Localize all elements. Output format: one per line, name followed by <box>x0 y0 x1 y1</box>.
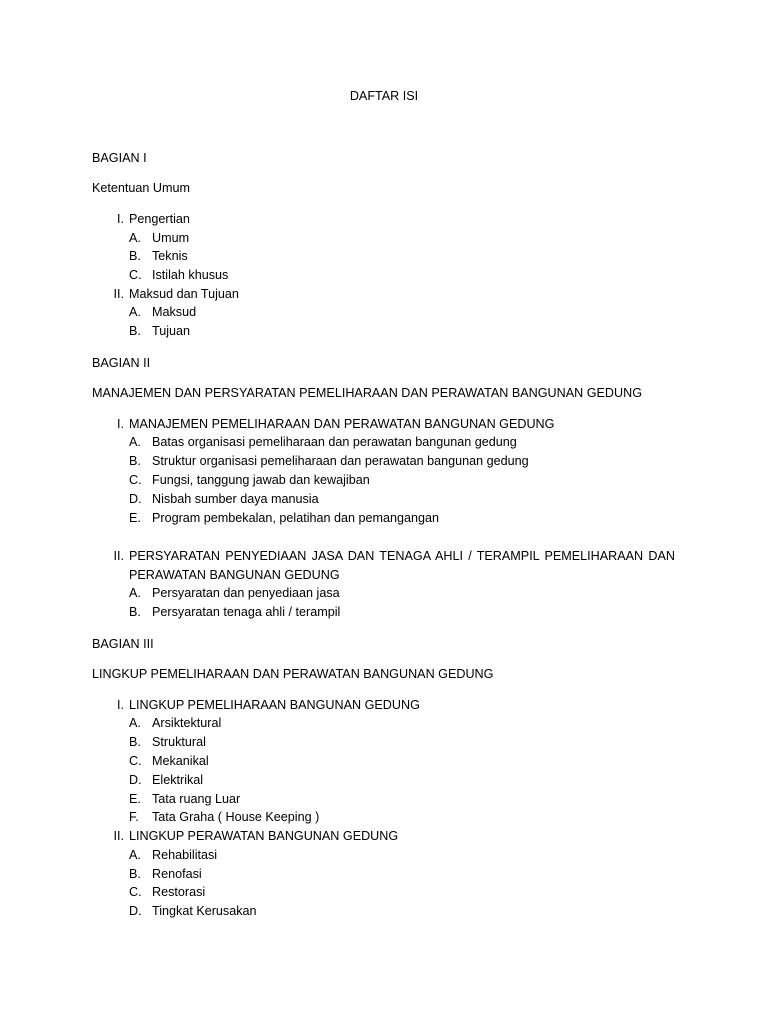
list-item: Maksud <box>152 305 197 319</box>
roman-numeral: I. <box>117 212 124 226</box>
roman-numeral: I. <box>117 698 124 712</box>
list-item: Struktural <box>152 735 206 749</box>
list-letter: B. <box>129 249 141 263</box>
list-item: Tata Graha ( House Keeping ) <box>152 810 320 824</box>
section-label-bagian-1: BAGIAN I <box>92 151 147 165</box>
page-title: DAFTAR ISI <box>349 89 419 103</box>
list-item: Nisbah sumber daya manusia <box>152 492 319 506</box>
subsection-title: Maksud dan Tujuan <box>129 287 239 301</box>
list-letter: C. <box>129 268 142 282</box>
list-letter: B. <box>129 324 141 338</box>
list-letter: D. <box>129 773 142 787</box>
list-letter: B. <box>129 735 141 749</box>
list-letter: E. <box>129 792 141 806</box>
list-letter: B. <box>129 454 141 468</box>
list-item: Persyaratan dan penyediaan jasa <box>152 586 340 600</box>
list-item: Fungsi, tanggung jawab dan kewajiban <box>152 473 370 487</box>
list-letter: C. <box>129 885 142 899</box>
list-item: Program pembekalan, pelatihan dan pemangangan <box>152 511 440 525</box>
roman-numeral: I. <box>117 417 124 431</box>
list-letter: A. <box>129 848 141 862</box>
list-item: Tata ruang Luar <box>152 792 241 806</box>
subsection-title: MANAJEMEN PEMELIHARAAN DAN PERAWATAN BANGUNAN GEDUNG <box>129 417 555 431</box>
list-letter: A. <box>129 231 141 245</box>
list-letter: A. <box>129 435 141 449</box>
list-letter: C. <box>129 754 142 768</box>
list-item: Arsiktektural <box>152 716 222 730</box>
section-label-bagian-3: BAGIAN III <box>92 637 154 651</box>
list-item: Restorasi <box>152 885 206 899</box>
list-letter: F. <box>129 810 139 824</box>
roman-numeral: II. <box>113 829 124 843</box>
list-letter: A. <box>129 305 141 319</box>
section-heading-bagian-2: MANAJEMEN DAN PERSYARATAN PEMELIHARAAN DAN PERAWATAN BANGUNAN GEDUNG <box>92 386 643 400</box>
list-letter: B. <box>129 605 141 619</box>
list-letter: C. <box>129 473 142 487</box>
list-item: Struktur organisasi pemeliharaan dan perawatan bangunan gedung <box>152 454 529 468</box>
list-letter: A. <box>129 586 141 600</box>
list-item: Elektrikal <box>152 773 204 787</box>
list-item: Tingkat Kerusakan <box>152 904 257 918</box>
subsection-title: LINGKUP PERAWATAN BANGUNAN GEDUNG <box>129 829 399 843</box>
list-letter: D. <box>129 492 142 506</box>
list-item: Rehabilitasi <box>152 848 218 862</box>
list-item: Teknis <box>152 249 188 263</box>
list-item: Umum <box>152 231 190 245</box>
list-letter: B. <box>129 867 141 881</box>
subsection-title-line-1: PERSYARATAN PENYEDIAAN JASA DAN TENAGA AHLI / TERAMPIL PEMELIHARAAN DAN <box>129 549 675 563</box>
subsection-title: Pengertian <box>129 212 190 226</box>
section-heading-bagian-3: LINGKUP PEMELIHARAAN DAN PERAWATAN BANGUNAN GEDUNG <box>92 667 494 681</box>
list-item: Batas organisasi pemeliharaan dan perawatan bangunan gedung <box>152 435 517 449</box>
list-letter: A. <box>129 716 141 730</box>
list-item: Persyaratan tenaga ahli / terampil <box>152 605 341 619</box>
subsection-title: LINGKUP PEMELIHARAAN BANGUNAN GEDUNG <box>129 698 420 712</box>
roman-numeral: II. <box>113 287 124 301</box>
section-label-bagian-2: BAGIAN II <box>92 356 151 370</box>
list-item: Tujuan <box>152 324 191 338</box>
list-item: Istilah khusus <box>152 268 229 282</box>
roman-numeral: II. <box>113 549 124 563</box>
list-item: Mekanikal <box>152 754 209 768</box>
list-letter: E. <box>129 511 141 525</box>
section-heading-bagian-1: Ketentuan Umum <box>92 181 191 195</box>
list-item: Renofasi <box>152 867 202 881</box>
list-letter: D. <box>129 904 142 918</box>
subsection-title-line-2: PERAWATAN BANGUNAN GEDUNG <box>129 568 340 582</box>
